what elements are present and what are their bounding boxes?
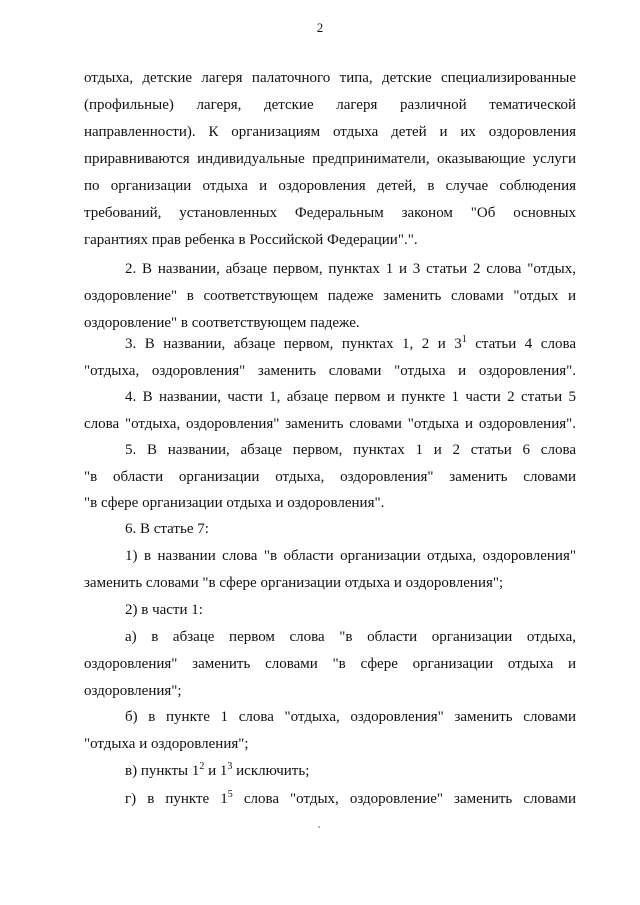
text-line: направленности). К организациям отдыха детей и их оздоровления (84, 124, 576, 140)
text-line (125, 333, 576, 355)
text-line: 2) в части 1: (125, 602, 203, 618)
text-fragment: исключить; (232, 763, 310, 779)
text-line: "в области организации отдыха, оздоровления" заменить словами (84, 469, 576, 485)
superscript: 5 (227, 789, 233, 800)
text-line: гарантиях прав ребенка в Российской Федерации".". (84, 232, 418, 248)
superscript: 3 (227, 761, 233, 772)
text-line: требований, установленных Федеральным законом "Об основных (84, 205, 576, 221)
text-fragment: слова "отдых, оздоровление" заменить словами (232, 791, 577, 807)
text-line: оздоровление" в соответствующем падеже. (84, 315, 360, 331)
text-line (125, 788, 576, 810)
text-line: б) в пункте 1 слова "отдыха, оздоровления" заменить словами (125, 709, 576, 725)
text-line: (профильные) лагеря, детские лагеря различной тематической (84, 97, 576, 113)
superscript: 1 (461, 334, 467, 345)
text-line: "в сфере организации отдыха и оздоровления". (84, 495, 385, 511)
text-line: "отдыха и оздоровления"; (84, 736, 249, 752)
text-line: 2. В названии, абзаце первом, пунктах 1 и 3 статьи 2 слова "отдых, (125, 261, 576, 277)
superscript: 2 (199, 761, 205, 772)
page-number: 2 (316, 20, 324, 35)
text-fragment: г) в пункте 1 (125, 791, 228, 807)
text-line: "отдыха, оздоровления" заменить словами "отдыха и оздоровления". (84, 363, 576, 379)
text-line: оздоровления"; (84, 683, 182, 699)
text-line: отдыха, детские лагеря палаточного типа, детские специализированные (84, 70, 576, 86)
text-line: слова "отдыха, оздоровления" заменить словами "отдыха и оздоровления". (84, 416, 576, 432)
text-line: заменить словами "в сфере организации отдыха и оздоровления"; (84, 575, 504, 591)
text-line: 6. В статье 7: (125, 521, 209, 537)
text-line: по организации отдыха и оздоровления детей, в случае соблюдения (84, 178, 576, 194)
scan-speck (318, 826, 320, 828)
text-fragment: и 1 (204, 763, 228, 779)
text-line: оздоровление" в соответствующем падеже заменить словами "отдых и (84, 288, 576, 304)
text-line (125, 760, 576, 782)
text-fragment: в) пункты 1 (125, 763, 200, 779)
text-line: а) в абзаце первом слова "в области организации отдыха, (125, 629, 576, 645)
text-fragment: статьи 4 слова (466, 336, 576, 352)
text-line: 1) в названии слова "в области организации отдыха, оздоровления" (125, 548, 576, 564)
text-line: приравниваются индивидуальные предприниматели, оказывающие услуги (84, 151, 576, 167)
text-fragment: 3. В названии, абзаце первом, пунктах 1, 2 и 3 (125, 336, 462, 352)
text-line: 5. В названии, абзаце первом, пунктах 1 и 2 статьи 6 слова (125, 442, 576, 458)
text-line: 4. В названии, части 1, абзаце первом и пункте 1 части 2 статьи 5 (125, 389, 576, 405)
text-line: оздоровления" заменить словами "в сфере организации отдыха и (84, 656, 576, 672)
